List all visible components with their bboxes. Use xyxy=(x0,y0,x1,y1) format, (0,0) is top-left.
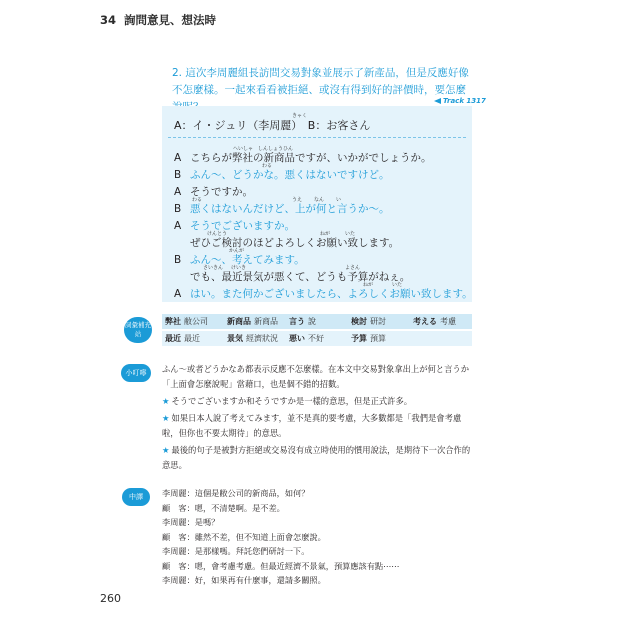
tip-text: 最後的句子是被對方拒絕或交易沒有成立時使用的慣用說法，是期待下一次合作的意思。 xyxy=(162,445,471,470)
track-number: Track 1317 xyxy=(443,97,486,105)
tip-text: そうでございますか和そうですか是一樣的意思，但是正式許多。 xyxy=(171,396,413,406)
star-icon: ★ xyxy=(162,413,170,423)
dialogue-line xyxy=(174,218,295,233)
line-text: はい。また何かございましたら、よろしくお願い致します。 xyxy=(190,288,473,300)
translation-line: 李周麗：是嗎？ xyxy=(162,517,220,527)
chapter-title: 詢問意見、想法時 xyxy=(124,13,217,27)
vocab-meaning: 預算 xyxy=(370,334,386,343)
page-header xyxy=(100,12,216,28)
vocab-word: 景気 xyxy=(227,334,243,343)
vocab-meaning: 敝公司 xyxy=(184,317,208,326)
dialogue-line xyxy=(174,167,390,182)
translation-line: 李周麗：這個是敝公司的新商品，如何？ xyxy=(162,488,310,498)
furigana: わる xyxy=(262,163,273,169)
speaker-label: B xyxy=(174,203,182,215)
line-text: ぜひご検討のほどよろしくお願い致します。 xyxy=(190,237,400,249)
translation-line: 顧 客：嗯，會考慮考慮。但最近經濟不景氣，預算應該有點⋯⋯ xyxy=(162,560,400,571)
vocab-entry xyxy=(286,316,348,327)
star-icon: ★ xyxy=(162,396,170,406)
dialogue-line xyxy=(174,252,305,267)
speaker-icon xyxy=(434,98,441,104)
line-text: そうですか。 xyxy=(190,186,253,198)
vocab-word: 新商品 xyxy=(227,317,251,326)
chapter-number: 34 xyxy=(100,13,117,27)
translation-section xyxy=(162,486,399,588)
vocab-entry xyxy=(162,316,224,327)
tip-item xyxy=(162,443,474,473)
vocab-meaning: 不好 xyxy=(308,334,324,343)
furigana: けんとう xyxy=(207,231,228,237)
furigana: かんが xyxy=(229,248,245,254)
tip-item xyxy=(162,411,474,441)
line-text: そうでございますか。 xyxy=(190,220,295,232)
vocab-entry xyxy=(286,333,348,344)
speaker-label: A xyxy=(174,288,182,300)
vocab-meaning: 經濟狀況 xyxy=(246,334,278,343)
vocab-word: 悪い xyxy=(289,334,305,343)
speaker-label: A xyxy=(174,220,182,232)
furigana: さいきん xyxy=(203,265,224,271)
tips-section xyxy=(162,362,474,475)
vocab-word: 検討 xyxy=(351,317,367,326)
vocab-word: 言う xyxy=(289,317,305,326)
dialogue-line xyxy=(174,269,410,284)
furigana: うえ xyxy=(292,197,303,203)
speaker-label: A xyxy=(174,186,182,198)
dialogue-line xyxy=(174,201,390,216)
furigana: へいしゃ xyxy=(233,146,254,152)
vocab-word: 考える xyxy=(413,317,437,326)
vocabulary-row xyxy=(162,331,472,346)
furigana: ねが xyxy=(363,282,374,288)
question-text: 2. 這次李周麗組長訪問交易對象並展示了新產品，但是反應好像不怎麼樣。一起來看看被拒絕、或沒有得到好的評價時，要怎麼 xyxy=(172,67,469,96)
furigana: なん xyxy=(314,197,325,203)
vocab-entry xyxy=(410,334,472,343)
translation-line: 顧 客：雖然不差，但不知道上面會怎麼說。 xyxy=(162,531,326,542)
dialogue-line xyxy=(174,286,473,301)
vocab-meaning: 考慮 xyxy=(440,317,456,326)
tip-text: 如果日本人說了考えてみます，並不是真的要考慮，大多數都是「我們是會考慮啦，但你也不要太期待」的意思。 xyxy=(162,413,462,438)
tip-text: ふん〜或者どうかなあ都表示反應不怎麼樣。在本文中交易對象拿出上が何と言うか「上面會怎麼說呢」當藉口，也是個不錯的招數。 xyxy=(162,364,469,389)
dialogue-divider xyxy=(168,137,466,138)
vocab-entry xyxy=(224,316,286,327)
translation-line: 李周麗：好，如果再有什麼事，還請多關照。 xyxy=(162,575,326,585)
vocab-meaning: 說 xyxy=(308,317,316,326)
vocab-meaning: 最近 xyxy=(184,334,200,343)
vocabulary-badge: 詞彙補充站 xyxy=(124,317,152,343)
furigana: わる xyxy=(192,197,203,203)
translation-line: 顧 客：嗯，不清楚啊。是不差。 xyxy=(162,502,285,513)
vocabulary-table xyxy=(125,314,472,348)
vocabulary-row xyxy=(162,314,472,329)
furigana: い xyxy=(336,197,342,203)
page-number: 260 xyxy=(100,592,121,605)
furigana: いた xyxy=(345,231,356,237)
speaker-label: B xyxy=(174,254,182,266)
line-text: 悪くはないんだけど、上が何と言うか〜。 xyxy=(190,203,390,215)
vocab-meaning: 研討 xyxy=(370,317,386,326)
line-text: ふん〜、考えてみます。 xyxy=(190,254,305,266)
tip-item xyxy=(162,362,474,392)
vocab-entry xyxy=(348,333,410,344)
vocab-word: 弊社 xyxy=(165,317,181,326)
speaker-label: B xyxy=(174,169,182,181)
furigana: いた xyxy=(392,282,403,288)
line-text: こちらが弊社の新商品ですが、いかがでしょうか。 xyxy=(190,152,432,164)
furigana: ねが xyxy=(320,231,331,237)
vocab-meaning: 新商品 xyxy=(254,317,278,326)
furigana: よさん xyxy=(345,265,361,271)
vocab-entry xyxy=(162,333,224,344)
translation-line: 李周麗：是那樣嗎。拜託您們研討一下。 xyxy=(162,546,310,556)
translation-badge: 中譯 xyxy=(122,488,150,506)
furigana: きゃく xyxy=(292,113,308,119)
tip-item xyxy=(162,394,474,409)
speaker-label: A xyxy=(174,152,182,164)
track-label xyxy=(434,97,486,105)
vocab-entry xyxy=(224,333,286,344)
vocab-entry xyxy=(410,316,472,327)
line-text: ふん〜、どうかな。悪くはないですけど。 xyxy=(190,169,390,181)
dialogue-line xyxy=(174,235,399,250)
vocab-entry xyxy=(348,316,410,327)
dialogue-roles: A：イ・ジュリ（李周麗） B：お客さん xyxy=(174,119,371,132)
line-text: でも、最近景気が悪くて、どうも予算がねぇ。 xyxy=(190,271,411,283)
tips-badge: 小叮嚀 xyxy=(121,364,151,382)
furigana: けいき xyxy=(231,265,247,271)
dialogue-line xyxy=(174,150,432,165)
vocab-word: 予算 xyxy=(351,334,367,343)
dialogue-line xyxy=(174,184,253,199)
star-icon: ★ xyxy=(162,445,170,455)
vocab-word: 最近 xyxy=(165,334,181,343)
furigana: しんしょうひん xyxy=(258,146,294,152)
